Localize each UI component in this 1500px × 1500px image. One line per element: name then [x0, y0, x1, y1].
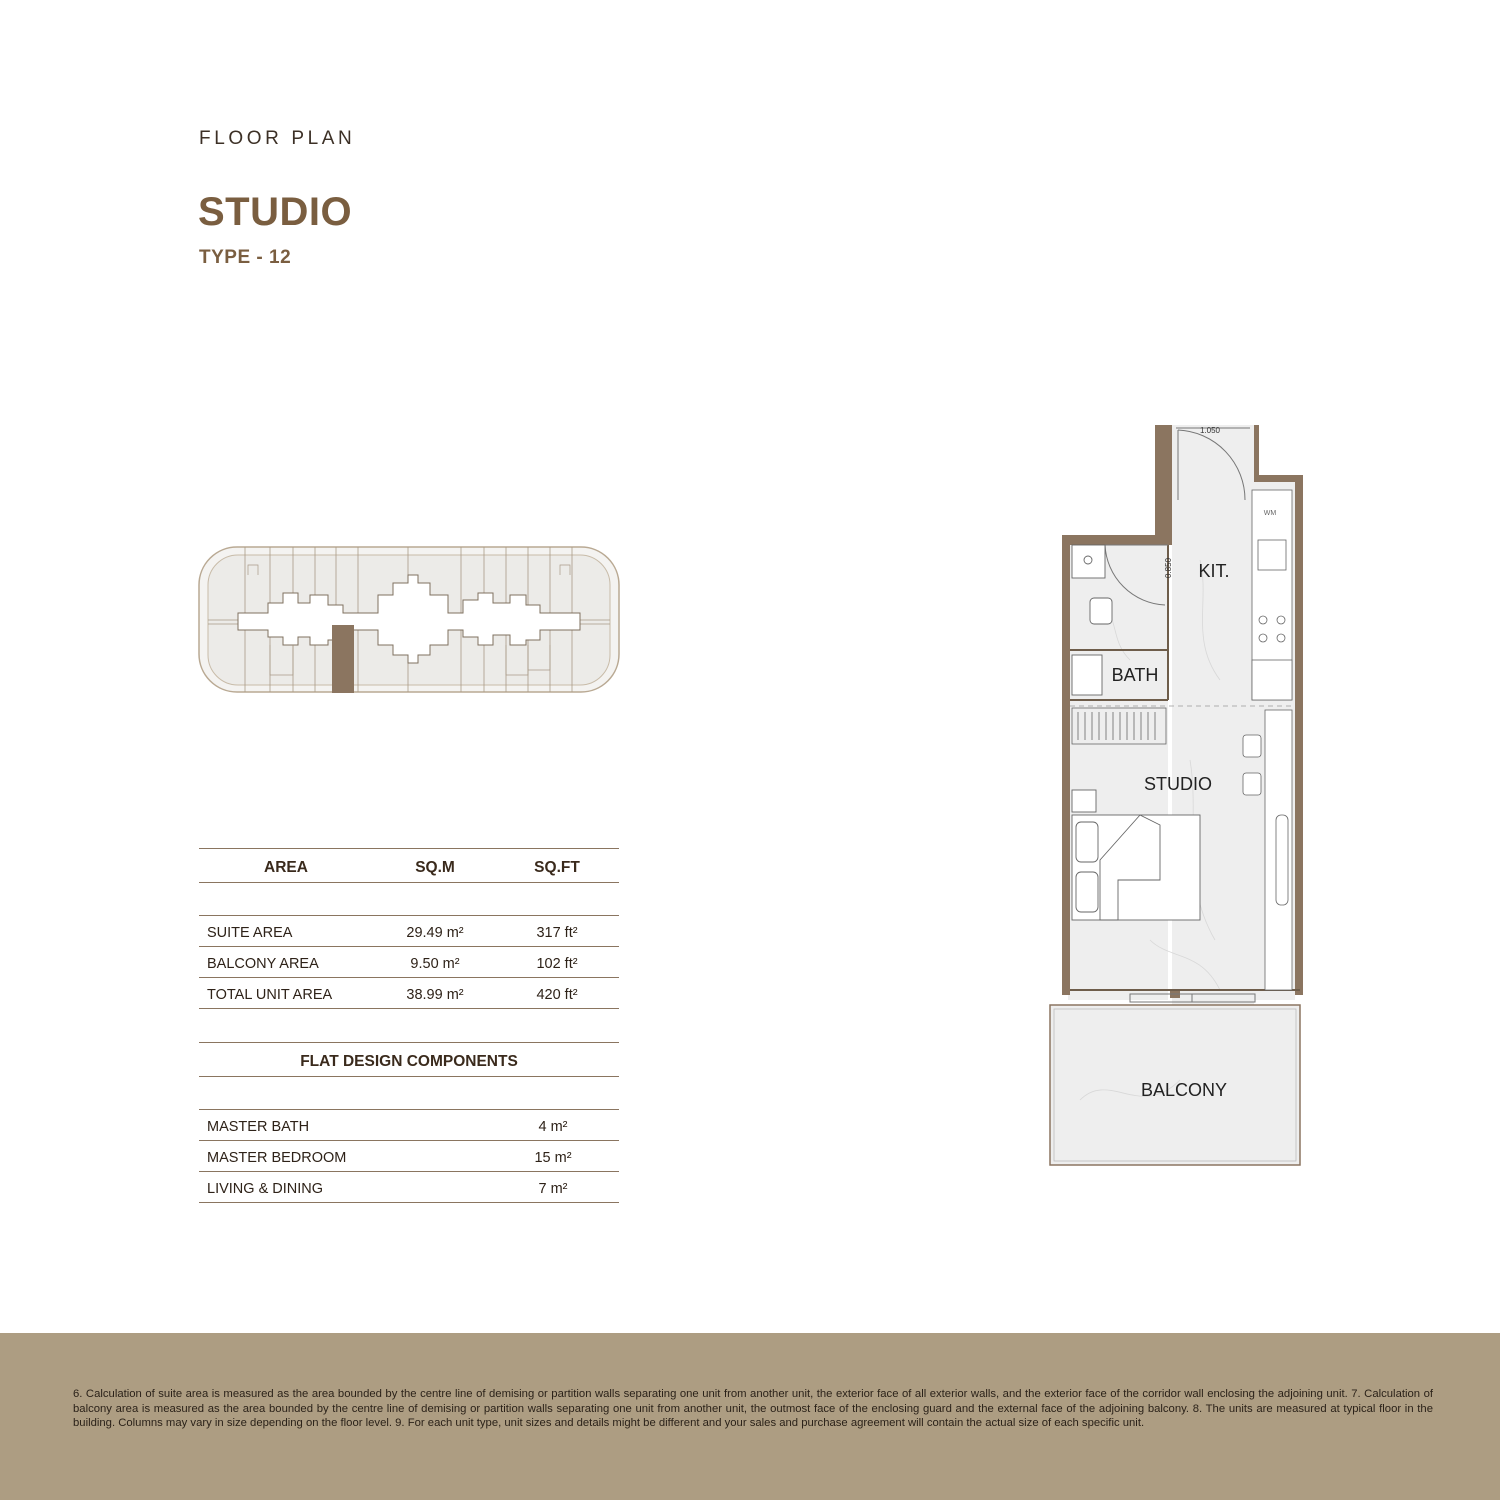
studio-label: STUDIO — [1143, 774, 1213, 794]
table-row-sqft: 420 ft² — [536, 987, 578, 1003]
area-header: AREA — [264, 859, 308, 876]
key-plan — [198, 545, 620, 695]
list-item-label: LIVING & DINING — [207, 1181, 324, 1197]
table-row-sqm: 9.50 m² — [410, 956, 460, 972]
table-row-label: TOTAL UNIT AREA — [207, 987, 333, 1003]
footnote-text: 6. Calculation of suite area is measured as the area bounded by the centre line of demising or partition walls separating one unit from another unit, the exterior face of all exterior walls, and the exterior face of the corridor wall enclosing the adjoining unit. 7. Calculation of balcony area is measured as the area bounded by the centre line of demising or partition walls separating one unit from another unit, the outmost face of the enclosing guard and the external face of the adjoining balcony. 8. The units are measured at typical floor in the building. Columns may vary in size depending on the floor level. 9. For each unit type, unit sizes and details might be different and your sales and purchase agreement will contain the actual size of each specific unit. — [73, 1388, 1433, 1429]
table-row-label: SUITE AREA — [207, 925, 293, 941]
list-item-value: 15 m² — [534, 1150, 572, 1166]
section-label: FLOOR PLAN — [199, 128, 356, 149]
balcony-label: BALCONY — [1140, 1080, 1228, 1100]
list-item-label: MASTER BATH — [207, 1119, 310, 1135]
table-row-sqm: 38.99 m² — [406, 987, 464, 1003]
list-item-label: MASTER BEDROOM — [207, 1150, 347, 1166]
list-item-value: 7 m² — [538, 1181, 568, 1197]
table-row-sqft: 102 ft² — [536, 956, 578, 972]
wm-label: WM — [1263, 510, 1277, 517]
unit-title: STUDIO — [198, 190, 353, 234]
unit-floor-plan — [1045, 420, 1307, 1170]
table-row-sqm: 29.49 m² — [406, 925, 464, 941]
table-row-sqft: 317 ft² — [536, 925, 578, 941]
bath-door-dimension: 0.850 — [1164, 557, 1173, 578]
sqm-header: SQ.M — [415, 859, 455, 876]
sqft-header: SQ.FT — [534, 859, 580, 876]
list-item-value: 4 m² — [538, 1119, 568, 1135]
unit-type: TYPE - 12 — [199, 247, 292, 268]
bath-label: BATH — [1111, 665, 1159, 685]
components-header: FLAT DESIGN COMPONENTS — [300, 1053, 518, 1070]
table-row-label: BALCONY AREA — [207, 956, 319, 972]
kitchen-label: KIT. — [1198, 561, 1230, 581]
door-dimension: 1.050 — [1199, 426, 1221, 435]
selected-unit-highlight — [332, 625, 354, 693]
